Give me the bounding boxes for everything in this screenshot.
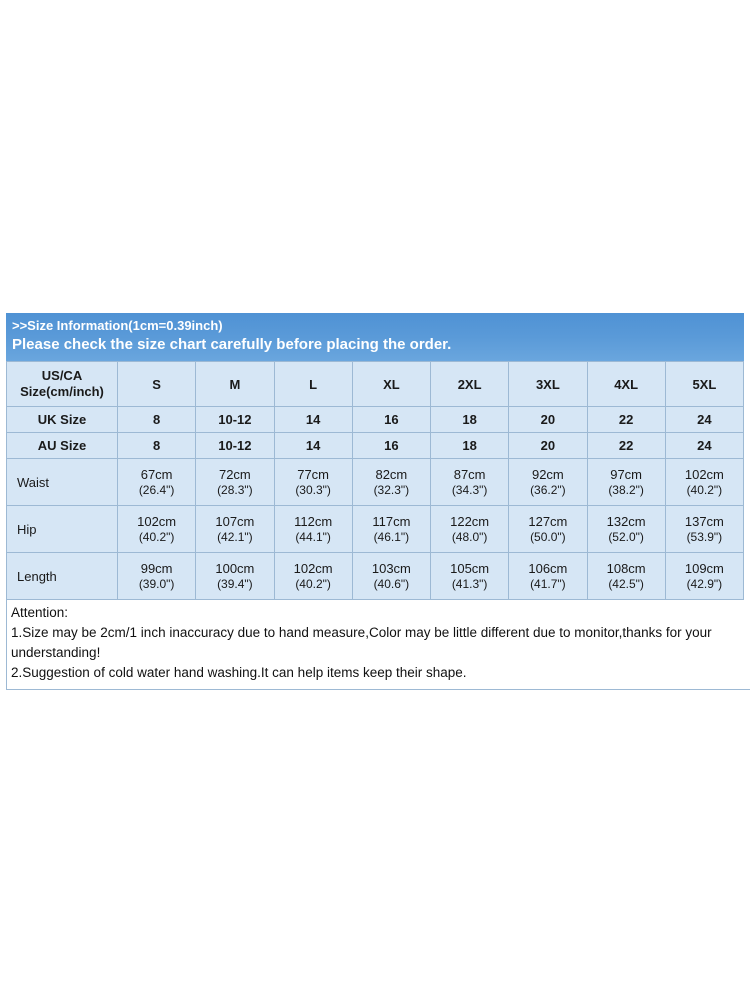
table-cell (118, 459, 196, 506)
value-cm: 106cm (528, 560, 568, 576)
value-inch: (39.0") (138, 576, 175, 591)
table-cell: 22 (587, 407, 665, 433)
table-cell (509, 506, 587, 553)
value-inch: (26.4") (138, 482, 175, 497)
row-label: Waist (7, 459, 118, 506)
value-cm: 112cm (294, 513, 333, 529)
value-cm: 82cm (375, 466, 408, 482)
value-inch: (53.9") (686, 529, 723, 544)
table-cell (196, 459, 274, 506)
table-row (7, 553, 744, 600)
table-cell: 20 (509, 433, 587, 459)
value-cm: 117cm (372, 513, 411, 529)
table-cell (118, 506, 196, 553)
value-inch: (44.1") (295, 529, 331, 544)
table-cell (587, 459, 665, 506)
value-inch: (32.3") (373, 482, 410, 497)
table-row (7, 506, 744, 553)
value-inch: (38.2") (608, 482, 644, 497)
attention-section (6, 600, 750, 690)
size-header-cell: L (274, 362, 352, 407)
value-inch: (36.2") (530, 482, 566, 497)
value-inch: (40.6") (373, 576, 410, 591)
value-cm: 72cm (218, 466, 251, 482)
table-cell: 24 (665, 433, 743, 459)
table-cell: 18 (431, 433, 509, 459)
size-header-cell: XL (352, 362, 430, 407)
table-cell (665, 506, 743, 553)
row-label: Hip (7, 506, 118, 553)
table-row (7, 407, 744, 433)
table-cell (509, 553, 587, 600)
table-cell: 18 (431, 407, 509, 433)
table-cell: 16 (352, 433, 430, 459)
value-cm: 97cm (610, 466, 643, 482)
value-cm: 105cm (450, 560, 490, 576)
table-cell (274, 459, 352, 506)
table-row (7, 459, 744, 506)
table-cell: 8 (118, 433, 196, 459)
size-header-cell: 3XL (509, 362, 587, 407)
value-cm: 122cm (450, 513, 490, 529)
value-cm: 102cm (293, 560, 333, 576)
table-cell: 10-12 (196, 433, 274, 459)
table-cell (196, 553, 274, 600)
size-info-banner (6, 313, 744, 361)
row-label: AU Size (7, 433, 118, 459)
row-header-line1: US/CA (41, 368, 83, 383)
value-inch: (40.2") (686, 482, 723, 497)
value-inch: (48.0") (451, 529, 488, 544)
table-cell: 16 (352, 407, 430, 433)
row-header-label (7, 362, 118, 407)
table-cell (509, 459, 587, 506)
value-inch: (52.0") (608, 529, 644, 544)
size-header-cell: S (118, 362, 196, 407)
attention-title: Attention: (11, 605, 69, 620)
table-cell: 24 (665, 407, 743, 433)
table-cell (274, 506, 352, 553)
value-inch: (42.1") (217, 529, 253, 544)
value-cm: 137cm (684, 513, 724, 529)
row-label: UK Size (7, 407, 118, 433)
value-cm: 77cm (297, 466, 330, 482)
value-cm: 102cm (137, 513, 177, 529)
table-cell: 20 (509, 407, 587, 433)
table-cell (431, 506, 509, 553)
value-inch: (34.3") (451, 482, 488, 497)
table-cell (352, 506, 430, 553)
size-header-cell: 4XL (587, 362, 665, 407)
size-info-subtitle: Please check the size chart carefully before placing the order. (12, 336, 452, 353)
attention-note-1: 1.Size may be 2cm/1 inch inaccuracy due to hand measure,Color may be little different due to monitor,thanks for your understanding! (11, 625, 716, 660)
value-inch: (42.9") (686, 576, 723, 591)
value-cm: 108cm (606, 560, 646, 576)
row-header-line2: Size(cm/inch) (20, 384, 104, 399)
table-cell: 22 (587, 433, 665, 459)
table-row (7, 433, 744, 459)
table-cell (431, 553, 509, 600)
value-cm: 100cm (215, 560, 255, 576)
value-cm: 92cm (531, 466, 564, 482)
value-cm: 132cm (606, 513, 646, 529)
size-table (6, 361, 744, 600)
size-header-cell: 5XL (665, 362, 743, 407)
table-cell (196, 506, 274, 553)
table-cell (587, 553, 665, 600)
table-cell (118, 553, 196, 600)
value-cm: 102cm (684, 466, 724, 482)
size-header-cell: M (196, 362, 274, 407)
size-chart-container (6, 313, 744, 690)
table-cell (665, 553, 743, 600)
value-cm: 103cm (371, 560, 411, 576)
value-inch: (50.0") (530, 529, 566, 544)
value-inch: (39.4") (217, 576, 253, 591)
table-cell (274, 553, 352, 600)
table-header-row (7, 362, 744, 407)
table-cell (352, 459, 430, 506)
value-inch: (40.2") (295, 576, 331, 591)
size-header-cell: 2XL (431, 362, 509, 407)
value-cm: 109cm (684, 560, 724, 576)
table-cell: 14 (274, 407, 352, 433)
table-cell (587, 506, 665, 553)
table-cell (431, 459, 509, 506)
value-inch: (40.2") (138, 529, 175, 544)
value-inch: (28.3") (217, 482, 253, 497)
value-cm: 107cm (215, 513, 255, 529)
value-cm: 67cm (140, 466, 173, 482)
size-info-title: >>Size Information(1cm=0.39inch) (12, 318, 223, 333)
value-inch: (42.5") (608, 576, 644, 591)
table-cell (352, 553, 430, 600)
value-inch: (41.3") (451, 576, 488, 591)
table-cell (665, 459, 743, 506)
value-cm: 99cm (140, 560, 173, 576)
row-label: Length (7, 553, 118, 600)
value-inch: (41.7") (530, 576, 566, 591)
value-inch: (46.1") (373, 529, 410, 544)
table-cell: 8 (118, 407, 196, 433)
attention-note-2: 2.Suggestion of cold water hand washing.It can help items keep their shape. (11, 665, 467, 680)
value-cm: 87cm (453, 466, 486, 482)
value-inch: (30.3") (295, 482, 331, 497)
table-cell: 10-12 (196, 407, 274, 433)
table-cell: 14 (274, 433, 352, 459)
value-cm: 127cm (528, 513, 568, 529)
